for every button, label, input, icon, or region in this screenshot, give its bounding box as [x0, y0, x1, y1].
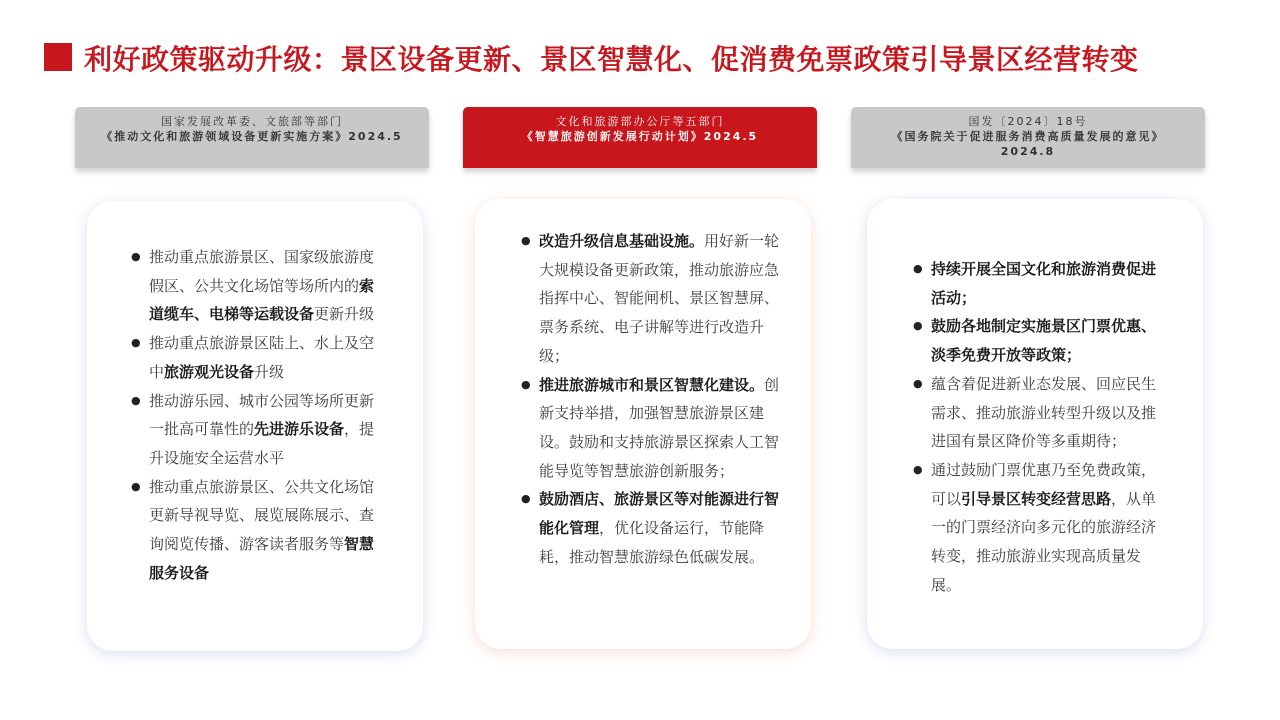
policy-header-1 — [75, 107, 429, 168]
policy-document: 《国务院关于促进服务消费高质量发展的意见》2024.8 — [891, 130, 1165, 158]
policy-header-2 — [463, 107, 817, 168]
title-marker — [44, 43, 72, 71]
policy-issuer: 文化和旅游部办公厅等五部门 — [555, 115, 725, 128]
bullet-list — [131, 243, 387, 587]
policy-issuer: 国家发展改革委、文旅部等部门 — [161, 115, 343, 128]
policy-document: 《推动文化和旅游领域设备更新实施方案》2024.5 — [101, 130, 403, 143]
page-title: 利好政策驱动升级：景区设备更新、景区智慧化、促消费免票政策引导景区经营转变 — [84, 43, 1139, 76]
bullet-list — [913, 255, 1167, 599]
list-item: ● 鼓励各地制定实施景区门票优惠、淡季免费开放等政策； — [913, 312, 1167, 369]
policy-header-3 — [851, 107, 1205, 168]
policy-document: 《智慧旅游创新发展行动计划》2024.5 — [521, 130, 759, 143]
list-item: ● 推动游乐园、城市公园等场所更新一批高可靠性的先进游乐设备，提升设施安全运营水平 — [131, 387, 387, 473]
list-item: ● 推动重点旅游景区陆上、水上及空中旅游观光设备升级 — [131, 329, 387, 386]
bullet-list — [521, 227, 781, 571]
list-item: ● 持续开展全国文化和旅游消费促进活动； — [913, 255, 1167, 312]
list-item: ● 改造升级信息基础设施。用好新一轮大规模设备更新政策，推动旅游应急指挥中心、智能闸机、景区智慧屏、票务系统、电子讲解等进行改造升级； — [521, 227, 781, 371]
list-item: ● 通过鼓励门票优惠乃至免费政策，可以引导景区转变经营思路，从单一的门票经济向多元化的旅游经济转变，推动旅游业实现高质量发展。 — [913, 456, 1167, 600]
list-item: ● 推进旅游城市和景区智慧化建设。创新支持举措，加强智慧旅游景区建设。鼓励和支持旅游景区探索人工智能导览等智慧旅游创新服务； — [521, 371, 781, 486]
policy-issuer: 国发〔2024〕18号 — [968, 115, 1088, 128]
policy-card-1 — [87, 201, 423, 651]
list-item: ● 蕴含着促进新业态发展、回应民生需求、推动旅游业转型升级以及推进国有景区降价等多重期待； — [913, 370, 1167, 456]
list-item: ● 鼓励酒店、旅游景区等对能源进行智能化管理，优化设备运行，节能降耗，推动智慧旅游绿色低碳发展。 — [521, 485, 781, 571]
list-item: ● 推动重点旅游景区、公共文化场馆更新导视导览、展览展陈展示、查询阅览传播、游客读者服务等智慧服务设备 — [131, 473, 387, 588]
list-item: ● 推动重点旅游景区、国家级旅游度假区、公共文化场馆等场所内的索道缆车、电梯等运载设备更新升级 — [131, 243, 387, 329]
policy-card-2 — [475, 199, 811, 649]
policy-card-3 — [867, 199, 1203, 649]
